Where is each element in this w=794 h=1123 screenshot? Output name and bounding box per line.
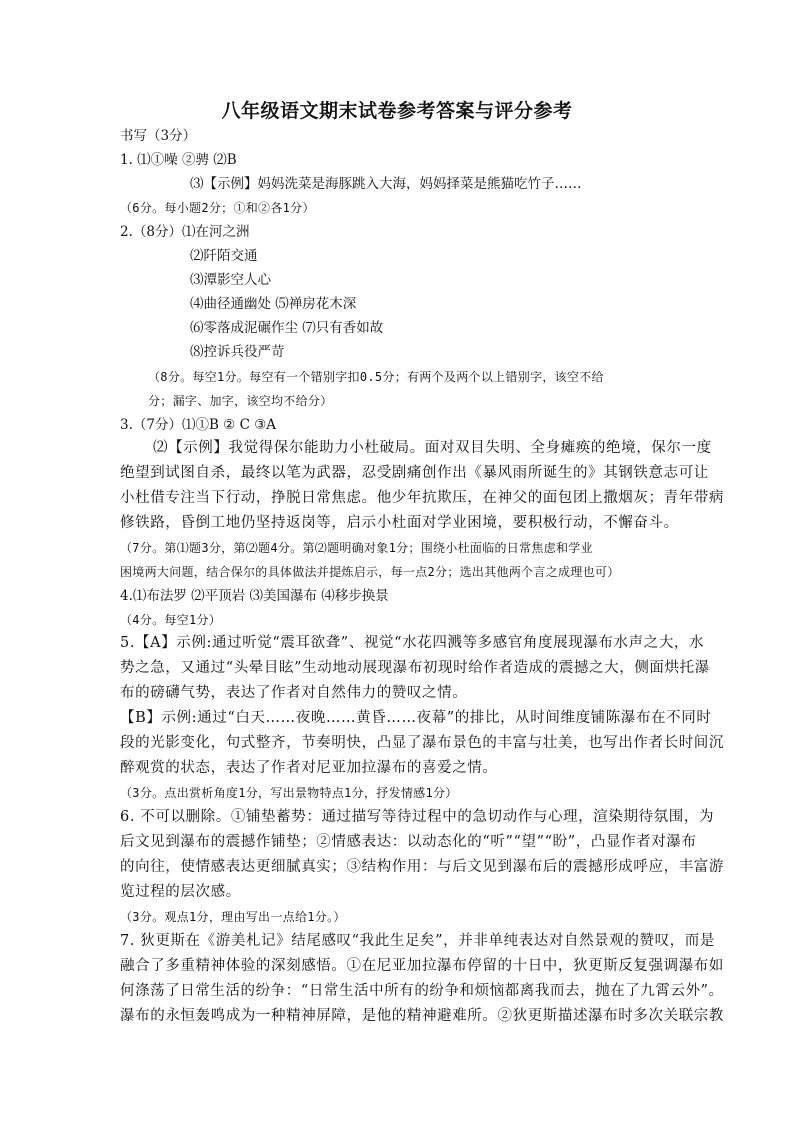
q2-scoring-note-cont: 分；漏字、加字，该空均不给分）: [148, 394, 333, 408]
q3-example-line-1: ⑵【示例】我觉得保尔能助力小杜破局。面对双目失明、全身瘫痪的绝境，保尔一度: [153, 440, 712, 456]
q2-item-6-7: ⑹零落成泥碾作尘 ⑺只有香如故: [190, 320, 384, 336]
q1-example: ⑶【示例】妈妈洗菜是海豚跳入大海，妈妈择菜是熊猫吃竹子……: [190, 176, 582, 192]
q6-line-4: 览过程的层次感。: [120, 884, 241, 900]
q2-item-2: ⑵阡陌交通: [190, 248, 258, 264]
section-handwriting: 书写（3分）: [120, 128, 197, 144]
q4-scoring-note: （4分。每空1分）: [120, 613, 222, 627]
q2-item-8: ⑻控诉兵役严苛: [190, 344, 285, 360]
q7-line-2: 融合了多重精神体验的深刻感悟。①在尼亚加拉瀑布停留的十日中，狄更斯反复强调瀑布如: [120, 958, 724, 974]
q7-line-3: 何涤荡了日常生活的纷争：“日常生活中所有的纷争和烦恼都离我而去，抛在了九霄云外”。: [120, 983, 724, 999]
q1-scoring-note: （6分。每小题2分；①和②各1分）: [120, 201, 315, 215]
q5-a-line-1: 5.【A】示例:通过听觉“震耳欲聋”、视觉“水花四溅等多感官角度展现瀑布水声之大，水: [120, 635, 705, 651]
q5-scoring-note: （3分。点出赏析角度1分，写出景物特点1分，抒发情感1分）: [120, 786, 458, 800]
q3-example-line-4: 修铁路，昏倒工地仍坚持返岗等，启示小杜面对学业困境，要积极行动，不懈奋斗。: [120, 515, 679, 531]
q2-scoring-note: （8分。每空1分。每空有一个错别字扣0.5分；有两个及两个以上错别字，该空不给: [148, 370, 604, 384]
q3-answer: 3.（7分）⑴①B ② C ③A: [120, 417, 277, 433]
q6-line-2: 后文见到瀑布的震撼作铺垫；②情感表达：以动态化的“听”“望”“盼”，凸显作者对瀑布: [120, 834, 697, 850]
q1-answer: 1. ⑴①噪 ②骋 ⑵B: [120, 152, 237, 168]
q5-a-line-3: 布的磅礴气势，表达了作者对自然伟力的赞叹之情。: [120, 685, 468, 701]
q3-scoring-note: （7分。第⑴题3分，第⑵题4分。第⑵题明确对象1分；围绕小杜面临的日常焦虑和学业: [120, 541, 593, 555]
q6-scoring-note: （3分。观点1分，理由写出一点给1分。）: [120, 910, 346, 924]
q6-line-3: 的向往，使情感表达更细腻真实；③结构作用：与后文见到瀑布后的震撼形成呼应，丰富游: [120, 859, 724, 875]
q5-a-line-2: 势之急，又通过“头晕目眩”生动地动展现瀑布初现时给作者造成的震撼之大，侧面烘托瀑: [120, 660, 710, 676]
q7-line-1: 7. 狄更斯在《游美札记》结尾感叹“我此生足矣”，并非单纯表达对自然景观的赞叹，而是: [120, 933, 715, 949]
q2-answer: 2.（8分）⑴在河之洲: [120, 224, 250, 240]
q5-b-line-1: 【B】示例:通过“白天……夜晚……黄昏……夜幕”的排比，从时间维度铺陈瀑布在不同时: [120, 710, 712, 726]
q5-b-line-3: 醉观赏的状态，表达了作者对尼亚加拉瀑布的喜爱之情。: [120, 760, 498, 776]
q2-item-3: ⑶潭影空人心: [190, 272, 271, 288]
q5-b-line-2: 段的光影变化，句式整齐，节奏明快，凸显了瀑布景色的丰富与壮美，也写出作者长时间沉: [120, 735, 724, 751]
q3-scoring-note-cont: 困境两大问题，结合保尔的具体做法并提炼启示，每一点2分；选出其他两个言之成理也可）: [120, 565, 620, 579]
q2-item-4-5: ⑷曲径通幽处 ⑸禅房花木深: [190, 296, 357, 312]
q7-line-4: 瀑布的永恒轰鸣成为一种精神屏障，是他的精神避难所。②狄更斯描述瀑布时多次关联宗教: [120, 1008, 724, 1024]
q3-example-line-2: 绝望到试图自杀，最终以笔为武器，忍受剧痛创作出《暴风雨所诞生的》其钢铁意志可让: [120, 465, 709, 481]
q4-answer: 4.⑴布法罗 ⑵平顶岩 ⑶美国瀑布 ⑷移步换景: [120, 588, 389, 604]
q6-line-1: 6. 不可以删除。①铺垫蓄势：通过描写等待过程中的急切动作与心理，渲染期待氛围，为: [120, 809, 715, 825]
q3-example-line-3: 小杜借专注当下行动，挣脱日常焦虑。他少年抗欺压，在神父的面包团上撒烟灰；青年带病: [120, 490, 724, 506]
page-title: 八年级语文期末试卷参考答案与评分参考: [221, 100, 573, 122]
